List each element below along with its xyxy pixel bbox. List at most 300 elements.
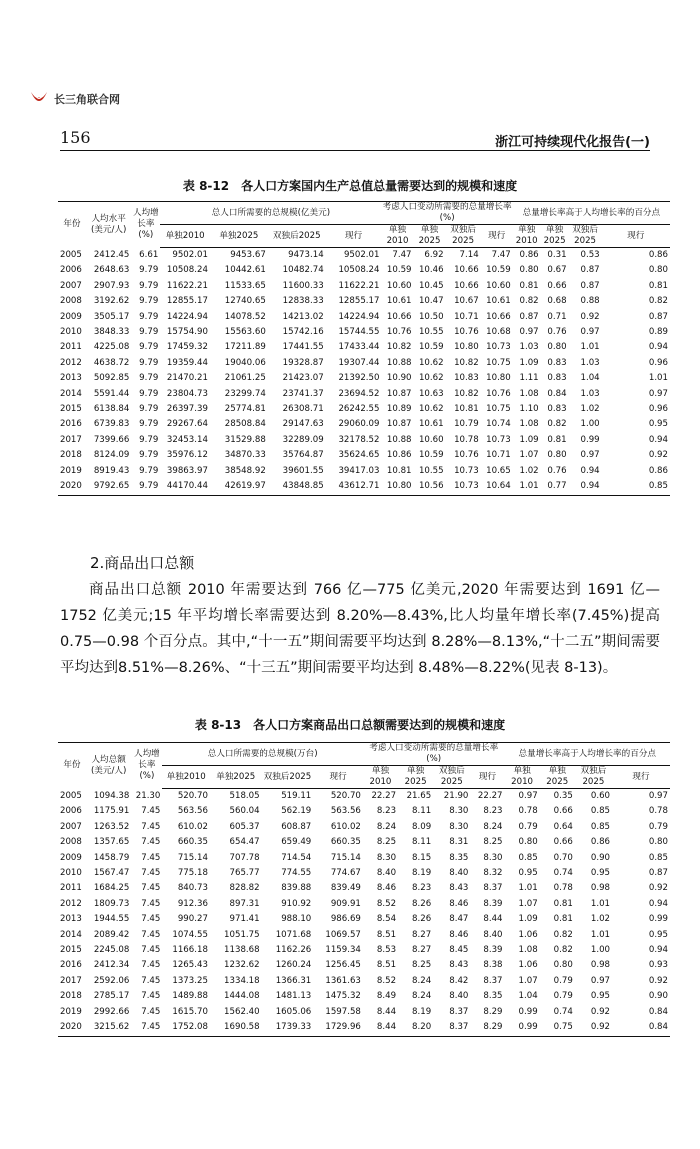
value-cell: 10.87: [386, 419, 412, 430]
table-row: [58, 294, 670, 309]
value-cell: 8.38: [483, 960, 503, 971]
value-cell: 7.45: [141, 806, 161, 817]
value-cell: 8.44: [483, 914, 503, 925]
value-cell: 1138.68: [224, 945, 260, 956]
value-cell: 0.74: [553, 868, 573, 879]
value-cell: 1159.34: [325, 945, 361, 956]
table-row: [58, 479, 670, 495]
value-cell: 10.88: [386, 357, 412, 368]
value-cell: 9.79: [139, 434, 159, 445]
value-cell: 1.01: [590, 898, 611, 909]
value-cell: 1162.26: [275, 945, 312, 956]
value-cell: 0.88: [580, 296, 600, 307]
value-cell: 0.97: [518, 791, 538, 801]
value-cell: 31529.88: [224, 434, 266, 445]
value-cell: 39417.03: [338, 465, 380, 476]
value-cell: 1051.75: [224, 929, 260, 940]
value-cell: 0.80: [519, 265, 539, 276]
value-cell: 0.79: [553, 991, 573, 1002]
sub-col: 单独2025: [210, 766, 262, 789]
value-cell: 10.62: [418, 404, 444, 415]
year-cell: 2010: [60, 868, 82, 879]
value-cell: 0.92: [648, 450, 668, 461]
value-cell: 8.29: [483, 1006, 503, 1017]
table-row: [58, 974, 670, 989]
col-growth: 人均增长率(%): [131, 202, 160, 248]
value-cell: 2089.42: [93, 929, 130, 940]
table-row: [58, 433, 670, 448]
value-cell: 8.39: [483, 898, 503, 909]
value-cell: 0.86: [519, 250, 539, 260]
sub-col: 双独后2025: [262, 766, 314, 789]
value-cell: 10.59: [418, 342, 444, 353]
value-cell: 32453.14: [166, 434, 208, 445]
sub-col: 单独2025: [414, 225, 446, 248]
value-cell: 19359.44: [166, 357, 208, 368]
table2-body: [58, 789, 670, 1037]
value-cell: 0.74: [553, 1006, 573, 1017]
year-cell: 2006: [60, 265, 82, 276]
value-cell: 2648.63: [93, 265, 130, 276]
value-cell: 9502.01: [343, 250, 380, 260]
value-cell: 1444.08: [224, 991, 260, 1002]
value-cell: 8.25: [376, 837, 397, 848]
value-cell: 3192.62: [93, 296, 130, 307]
value-cell: 0.81: [519, 280, 539, 291]
value-cell: 990.27: [177, 914, 208, 925]
value-cell: 10.73: [454, 465, 479, 476]
value-cell: 1944.55: [93, 914, 130, 925]
table-row: [58, 387, 670, 402]
value-cell: 10.89: [386, 404, 412, 415]
value-cell: 4638.72: [93, 357, 130, 368]
value-cell: 1094.38: [93, 790, 130, 801]
value-cell: 0.75: [540, 1020, 575, 1036]
value-cell: 9.79: [139, 311, 159, 322]
year-cell: 2007: [60, 821, 82, 832]
value-cell: 10.79: [454, 419, 479, 430]
value-cell: 10.64: [481, 479, 513, 495]
table-row: [58, 989, 670, 1004]
group-total-scale: 总人口所需要的总规模(亿美元): [160, 202, 381, 225]
value-cell: 9.79: [139, 296, 159, 307]
value-cell: 2907.93: [93, 280, 130, 291]
value-cell: 1265.43: [172, 960, 208, 971]
col-year: 年份: [58, 743, 86, 789]
value-cell: 1.02: [590, 914, 611, 925]
value-cell: 0.82: [648, 296, 668, 307]
value-cell: 10.63: [418, 388, 444, 399]
value-cell: 0.82: [547, 419, 567, 430]
value-cell: 0.92: [590, 1006, 611, 1017]
value-cell: 0.84: [648, 1006, 668, 1017]
value-cell: 0.83: [547, 357, 567, 368]
value-cell: 0.67: [547, 265, 567, 276]
value-cell: 0.78: [648, 806, 668, 817]
value-cell: 8.47: [449, 914, 469, 925]
value-cell: 0.80: [518, 837, 538, 848]
value-cell: 32178.52: [338, 434, 380, 445]
value-cell: 3505.17: [93, 311, 130, 322]
value-cell: 8.27: [412, 945, 432, 956]
value-cell: 38548.92: [224, 465, 266, 476]
value-cell: 0.90: [590, 852, 611, 863]
value-cell: 1.02: [519, 465, 539, 476]
value-cell: 26397.39: [166, 404, 208, 415]
value-cell: 23299.74: [224, 388, 266, 399]
value-cell: 7.45: [141, 898, 161, 909]
value-cell: 7.45: [141, 975, 161, 986]
value-cell: 7.45: [141, 929, 161, 940]
value-cell: 0.64: [553, 821, 573, 832]
value-cell: 0.71: [547, 311, 567, 322]
table-row: [58, 263, 670, 278]
value-cell: 0.87: [648, 868, 668, 879]
value-cell: 1475.32: [325, 991, 361, 1002]
value-cell: 0.94: [569, 479, 602, 495]
value-cell: 44170.44: [160, 479, 210, 495]
value-cell: 0.85: [518, 852, 538, 863]
value-cell: 1232.62: [224, 960, 260, 971]
value-cell: 7.45: [141, 883, 161, 894]
value-cell: 10.46: [418, 265, 444, 276]
value-cell: 10.76: [454, 450, 479, 461]
value-cell: 563.56: [330, 806, 361, 817]
value-cell: 9.79: [139, 404, 159, 415]
value-cell: 9.79: [139, 373, 159, 384]
value-cell: 8.24: [376, 821, 397, 832]
value-cell: 0.31: [547, 250, 567, 260]
value-cell: 0.82: [553, 929, 573, 940]
value-cell: 0.97: [590, 975, 611, 986]
sub-col: 现行: [612, 766, 670, 789]
section-heading: 2.商品出口总额: [90, 554, 195, 572]
table-row: [58, 789, 670, 805]
value-cell: 1069.57: [325, 929, 361, 940]
year-cell: 2015: [60, 945, 82, 956]
value-cell: 9.79: [139, 327, 159, 338]
value-cell: 26242.55: [338, 404, 380, 415]
value-cell: 10.68: [486, 327, 511, 338]
value-cell: 8.46: [376, 883, 397, 894]
value-cell: 12838.33: [282, 296, 324, 307]
value-cell: 10.55: [418, 465, 444, 476]
value-cell: 0.80: [648, 837, 668, 848]
value-cell: 7.45: [141, 837, 161, 848]
value-cell: 0.86: [648, 250, 668, 260]
table-row: [58, 310, 670, 325]
value-cell: 0.92: [648, 883, 668, 894]
value-cell: 0.95: [590, 991, 611, 1002]
value-cell: 1.06: [518, 929, 538, 940]
value-cell: 9.79: [139, 357, 159, 368]
value-cell: 15742.16: [282, 327, 324, 338]
value-cell: 0.80: [547, 450, 567, 461]
value-cell: 519.11: [281, 791, 312, 801]
sub-col: 单独2025: [210, 225, 268, 248]
value-cell: 1361.63: [325, 975, 361, 986]
value-cell: 2412.45: [93, 249, 130, 260]
value-cell: 0.85: [590, 806, 611, 817]
logo-icon: [28, 88, 50, 110]
year-cell: 2012: [60, 357, 82, 368]
value-cell: 9.79: [139, 450, 159, 461]
value-cell: 0.77: [541, 479, 569, 495]
table-row: [58, 912, 670, 927]
value-cell: 0.98: [590, 883, 611, 894]
value-cell: 0.76: [547, 327, 567, 338]
value-cell: 15563.60: [224, 327, 266, 338]
group-points: 总量增长率高于人均增长率的百分点: [505, 743, 670, 766]
value-cell: 0.97: [580, 327, 600, 338]
table-row: [58, 958, 670, 973]
running-title: 浙江可持续现代化报告(一): [495, 135, 650, 150]
value-cell: 10.60: [486, 280, 511, 291]
value-cell: 608.87: [281, 821, 312, 832]
value-cell: 21.65: [406, 791, 432, 801]
value-cell: 8.37: [483, 883, 503, 894]
value-cell: 7.45: [141, 914, 161, 925]
value-cell: 1809.73: [93, 898, 130, 909]
value-cell: 9502.01: [172, 250, 208, 260]
value-cell: 0.76: [547, 465, 567, 476]
sub-col: 双独后2025: [446, 225, 481, 248]
group-points: 总量增长率高于人均增长率的百分点: [513, 202, 670, 225]
sub-col: 单独2010: [381, 225, 413, 248]
value-cell: 912.36: [177, 898, 208, 909]
sub-col: 单独2025: [398, 766, 433, 789]
value-cell: 986.69: [330, 914, 361, 925]
value-cell: 10.61: [486, 296, 511, 307]
value-cell: 10.86: [386, 450, 412, 461]
value-cell: 1.00: [580, 419, 600, 430]
value-cell: 32289.09: [282, 434, 324, 445]
sub-col: 现行: [470, 766, 504, 789]
value-cell: 8919.43: [93, 465, 130, 476]
value-cell: 1.08: [519, 419, 539, 430]
value-cell: 7.45: [141, 868, 161, 879]
value-cell: 0.84: [547, 388, 567, 399]
value-cell: 1366.31: [275, 975, 312, 986]
value-cell: 17211.89: [224, 342, 266, 353]
value-cell: 1739.33: [262, 1020, 314, 1036]
value-cell: 8.20: [398, 1020, 433, 1036]
value-cell: 42619.97: [210, 479, 268, 495]
value-cell: 23741.37: [282, 388, 324, 399]
value-cell: 10.59: [486, 265, 511, 276]
value-cell: 8.19: [412, 1006, 432, 1017]
value-cell: 34870.33: [224, 450, 266, 461]
value-cell: 2592.06: [93, 975, 130, 986]
value-cell: 8.40: [449, 991, 469, 1002]
value-cell: 520.70: [177, 791, 208, 801]
value-cell: 1256.45: [325, 960, 361, 971]
sub-col: 双独后2025: [268, 225, 326, 248]
table2-caption: 表 8-13 各人口方案商品出口总额需要达到的规模和速度: [194, 718, 506, 732]
value-cell: 10.76: [486, 388, 511, 399]
value-cell: 15754.90: [166, 327, 208, 338]
value-cell: 35976.12: [166, 450, 208, 461]
value-cell: 0.53: [580, 250, 600, 260]
value-cell: 10.66: [454, 280, 479, 291]
value-cell: 910.92: [281, 898, 312, 909]
value-cell: 8.15: [412, 852, 432, 863]
value-cell: 8.40: [449, 868, 469, 879]
value-cell: 8.26: [412, 914, 432, 925]
table-row: [58, 248, 670, 264]
value-cell: 988.10: [281, 914, 312, 925]
value-cell: 10.59: [418, 450, 444, 461]
value-cell: 10.82: [454, 388, 479, 399]
value-cell: 8.49: [376, 991, 397, 1002]
value-cell: 19040.06: [224, 357, 266, 368]
value-cell: 0.83: [547, 373, 567, 384]
value-cell: 23804.73: [166, 388, 208, 399]
value-cell: 8.32: [483, 868, 503, 879]
sub-col: 单独2025: [541, 225, 569, 248]
year-cell: 2005: [60, 249, 82, 260]
value-cell: 3215.62: [86, 1020, 131, 1036]
value-cell: 7.45: [131, 1020, 162, 1036]
sub-col: 现行: [313, 766, 363, 789]
value-cell: 0.95: [648, 929, 668, 940]
value-cell: 10.81: [454, 404, 479, 415]
value-cell: 0.87: [648, 311, 668, 322]
value-cell: 10.73: [446, 479, 481, 495]
value-cell: 9.79: [139, 280, 159, 291]
value-cell: 0.95: [590, 868, 611, 879]
value-cell: 0.92: [575, 1020, 612, 1036]
year-cell: 2019: [60, 1006, 82, 1017]
value-cell: 9.79: [139, 419, 159, 430]
year-cell: 2017: [60, 975, 82, 986]
value-cell: 8.29: [470, 1020, 504, 1036]
value-cell: 1567.47: [93, 868, 130, 879]
value-cell: 8.23: [376, 806, 397, 817]
table-8-13: [58, 742, 670, 1037]
value-cell: 9.79: [131, 479, 160, 495]
value-cell: 39601.55: [282, 465, 324, 476]
year-cell: 2012: [60, 898, 82, 909]
value-cell: 8.24: [412, 975, 432, 986]
value-cell: 6138.84: [93, 404, 130, 415]
value-cell: 1615.70: [172, 1006, 208, 1017]
value-cell: 839.88: [281, 883, 312, 894]
value-cell: 1.10: [519, 404, 539, 415]
value-cell: 8.52: [376, 975, 397, 986]
value-cell: 10.82: [454, 357, 479, 368]
value-cell: 10.66: [454, 265, 479, 276]
sub-col: 单独2025: [540, 766, 575, 789]
value-cell: 8.40: [376, 868, 397, 879]
value-cell: 562.19: [281, 806, 312, 817]
value-cell: 10.83: [454, 373, 479, 384]
value-cell: 605.37: [229, 821, 260, 832]
value-cell: 11622.21: [166, 280, 208, 291]
value-cell: 0.35: [553, 791, 573, 801]
value-cell: 1.03: [580, 388, 600, 399]
value-cell: 3848.33: [93, 327, 130, 338]
value-cell: 8.54: [376, 914, 397, 925]
value-cell: 715.14: [330, 852, 361, 863]
col-per-capita: 人均水平(美元/人): [86, 202, 131, 248]
value-cell: 5591.44: [93, 388, 130, 399]
sub-col: 现行: [326, 225, 382, 248]
year-cell: 2009: [60, 852, 82, 863]
value-cell: 7.14: [459, 250, 479, 260]
value-cell: 4225.08: [93, 342, 130, 353]
value-cell: 8.51: [376, 960, 397, 971]
table-row: [58, 1005, 670, 1020]
value-cell: 0.78: [518, 806, 538, 817]
value-cell: 8.35: [483, 991, 503, 1002]
value-cell: 1.07: [518, 975, 538, 986]
value-cell: 10.60: [418, 434, 444, 445]
group-total-scale: 总人口所需要的总规模(万台): [162, 743, 363, 766]
value-cell: 9.79: [139, 465, 159, 476]
value-cell: 8.30: [449, 821, 469, 832]
value-cell: 29267.64: [166, 419, 208, 430]
year-cell: 2013: [60, 373, 82, 384]
table-row: [58, 881, 670, 896]
table-row: [58, 820, 670, 835]
value-cell: 0.96: [648, 404, 668, 415]
value-cell: 8.53: [376, 945, 397, 956]
year-cell: 2007: [60, 280, 82, 291]
value-cell: 9.79: [139, 342, 159, 353]
value-cell: 10.76: [386, 327, 412, 338]
year-cell: 2005: [60, 790, 82, 801]
value-cell: 1175.91: [93, 806, 130, 817]
value-cell: 8.30: [449, 806, 469, 817]
value-cell: 10.73: [486, 434, 511, 445]
value-cell: 8.37: [449, 1006, 469, 1017]
value-cell: 2992.66: [93, 1006, 130, 1017]
col-year: 年份: [58, 202, 86, 248]
year-cell: 2014: [60, 388, 82, 399]
value-cell: 0.99: [580, 434, 600, 445]
year-cell: 2016: [60, 960, 82, 971]
value-cell: 10.75: [486, 357, 511, 368]
value-cell: 520.70: [330, 791, 361, 801]
value-cell: 10.45: [418, 280, 444, 291]
value-cell: 5092.85: [93, 373, 130, 384]
value-cell: 660.35: [330, 837, 361, 848]
value-cell: 0.97: [648, 791, 668, 801]
value-cell: 1071.68: [275, 929, 312, 940]
value-cell: 0.83: [547, 404, 567, 415]
value-cell: 1.07: [519, 450, 539, 461]
value-cell: 12740.65: [224, 296, 266, 307]
table-row: [58, 851, 670, 866]
table-row: [58, 340, 670, 355]
value-cell: 654.47: [229, 837, 260, 848]
value-cell: 0.66: [553, 806, 573, 817]
value-cell: 8.25: [483, 837, 503, 848]
value-cell: 12855.17: [166, 296, 208, 307]
value-cell: 1074.55: [172, 929, 208, 940]
value-cell: 1.04: [518, 991, 538, 1002]
value-cell: 2412.34: [93, 960, 130, 971]
value-cell: 2785.17: [93, 991, 130, 1002]
value-cell: 971.41: [229, 914, 260, 925]
table-row: [58, 371, 670, 386]
value-cell: 1684.25: [93, 883, 130, 894]
value-cell: 10.66: [486, 311, 511, 322]
value-cell: 1.03: [519, 342, 539, 353]
value-cell: 10508.24: [338, 265, 380, 276]
value-cell: 0.99: [518, 1006, 538, 1017]
